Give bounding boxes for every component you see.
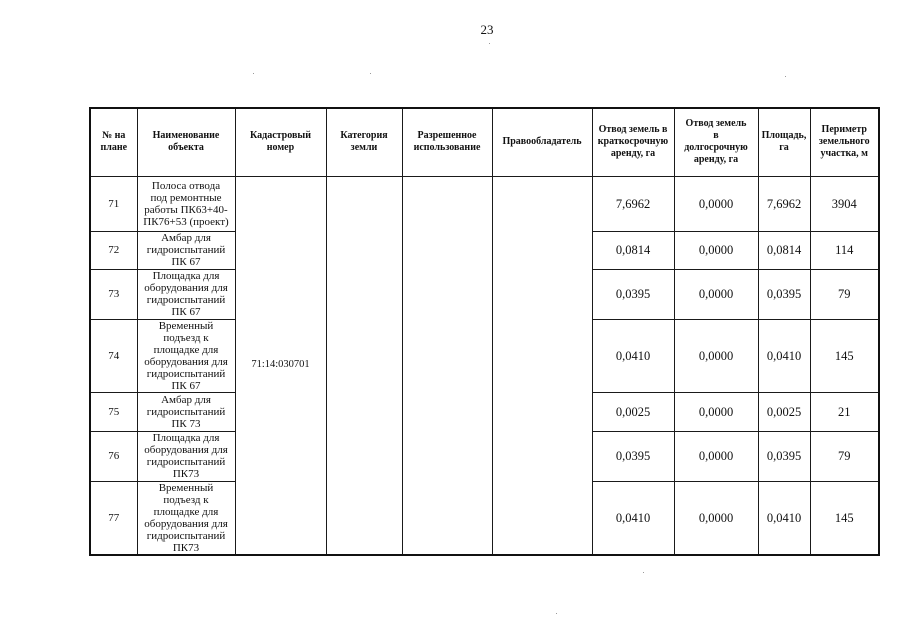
short-term-lease-cell: 0,0395: [592, 431, 674, 481]
area-cell: 0,0410: [758, 481, 810, 555]
plan-number-cell: 77: [90, 481, 137, 555]
header-long-term-lease: Отвод земель в долгосрочную аренду, га: [674, 108, 758, 176]
perimeter-cell: 79: [810, 269, 879, 319]
scan-speck: [785, 76, 786, 77]
long-term-lease-cell: 0,0000: [674, 176, 758, 231]
header-owner: Правообладатель: [492, 108, 592, 176]
plan-number-cell: 74: [90, 319, 137, 392]
area-cell: 0,0814: [758, 231, 810, 269]
scan-speck: [556, 613, 557, 614]
header-land-category: Категория земли: [326, 108, 402, 176]
area-cell: 0,0395: [758, 431, 810, 481]
land-allotment-table: [89, 107, 880, 556]
short-term-lease-cell: 0,0410: [592, 319, 674, 392]
long-term-lease-cell: 0,0000: [674, 431, 758, 481]
header-cadastral-number: Кадастровый номер: [235, 108, 326, 176]
perimeter-cell: 114: [810, 231, 879, 269]
owner-cell: [492, 176, 592, 555]
short-term-lease-cell: 0,0410: [592, 481, 674, 555]
long-term-lease-cell: 0,0000: [674, 392, 758, 431]
short-term-lease-cell: 0,0025: [592, 392, 674, 431]
short-term-lease-cell: 0,0814: [592, 231, 674, 269]
table-row: [90, 176, 879, 231]
plan-number-cell: 76: [90, 431, 137, 481]
perimeter-cell: 3904: [810, 176, 879, 231]
short-term-lease-cell: 7,6962: [592, 176, 674, 231]
long-term-lease-cell: 0,0000: [674, 481, 758, 555]
scan-speck: [370, 73, 371, 74]
plan-number-cell: 75: [90, 392, 137, 431]
table-header-row: [90, 108, 879, 176]
cadastral-number-cell: 71:14:030701: [235, 176, 326, 555]
area-cell: 0,0410: [758, 319, 810, 392]
perimeter-cell: 79: [810, 431, 879, 481]
header-perimeter: Периметр земельного участка, м: [810, 108, 879, 176]
object-name-cell: Временный подъезд к площадке для оборудования для гидроиспытаний ПК 67: [137, 319, 235, 392]
area-cell: 0,0025: [758, 392, 810, 431]
object-name-cell: Площадка для оборудования для гидроиспытаний ПК73: [137, 431, 235, 481]
object-name-cell: Временный подъезд к площадке для оборудования для гидроиспытаний ПК73: [137, 481, 235, 555]
perimeter-cell: 145: [810, 481, 879, 555]
object-name-cell: Площадка для оборудования для гидроиспытаний ПК 67: [137, 269, 235, 319]
scan-speck: [643, 572, 644, 573]
header-plan-number: № на плане: [90, 108, 137, 176]
header-object-name: Наименование объекта: [137, 108, 235, 176]
perimeter-cell: 21: [810, 392, 879, 431]
area-cell: 0,0395: [758, 269, 810, 319]
scan-speck: [489, 43, 490, 44]
plan-number-cell: 73: [90, 269, 137, 319]
plan-number-cell: 71: [90, 176, 137, 231]
short-term-lease-cell: 0,0395: [592, 269, 674, 319]
land-category-cell: [326, 176, 402, 555]
scan-speck: [253, 73, 254, 74]
object-name-cell: Полоса отвода под ремонтные работы ПК63+40- ПК76+53 (проект): [137, 176, 235, 231]
long-term-lease-cell: 0,0000: [674, 269, 758, 319]
header-permitted-use: Разрешенное использование: [402, 108, 492, 176]
permitted-use-cell: [402, 176, 492, 555]
object-name-cell: Амбар для гидроиспытаний ПК 67: [137, 231, 235, 269]
long-term-lease-cell: 0,0000: [674, 231, 758, 269]
area-cell: 7,6962: [758, 176, 810, 231]
header-short-term-lease: Отвод земель в краткосрочную аренду, га: [592, 108, 674, 176]
header-area: Площадь, га: [758, 108, 810, 176]
long-term-lease-cell: 0,0000: [674, 319, 758, 392]
object-name-cell: Амбар для гидроиспытаний ПК 73: [137, 392, 235, 431]
plan-number-cell: 72: [90, 231, 137, 269]
page-number: 23: [480, 22, 494, 37]
perimeter-cell: 145: [810, 319, 879, 392]
